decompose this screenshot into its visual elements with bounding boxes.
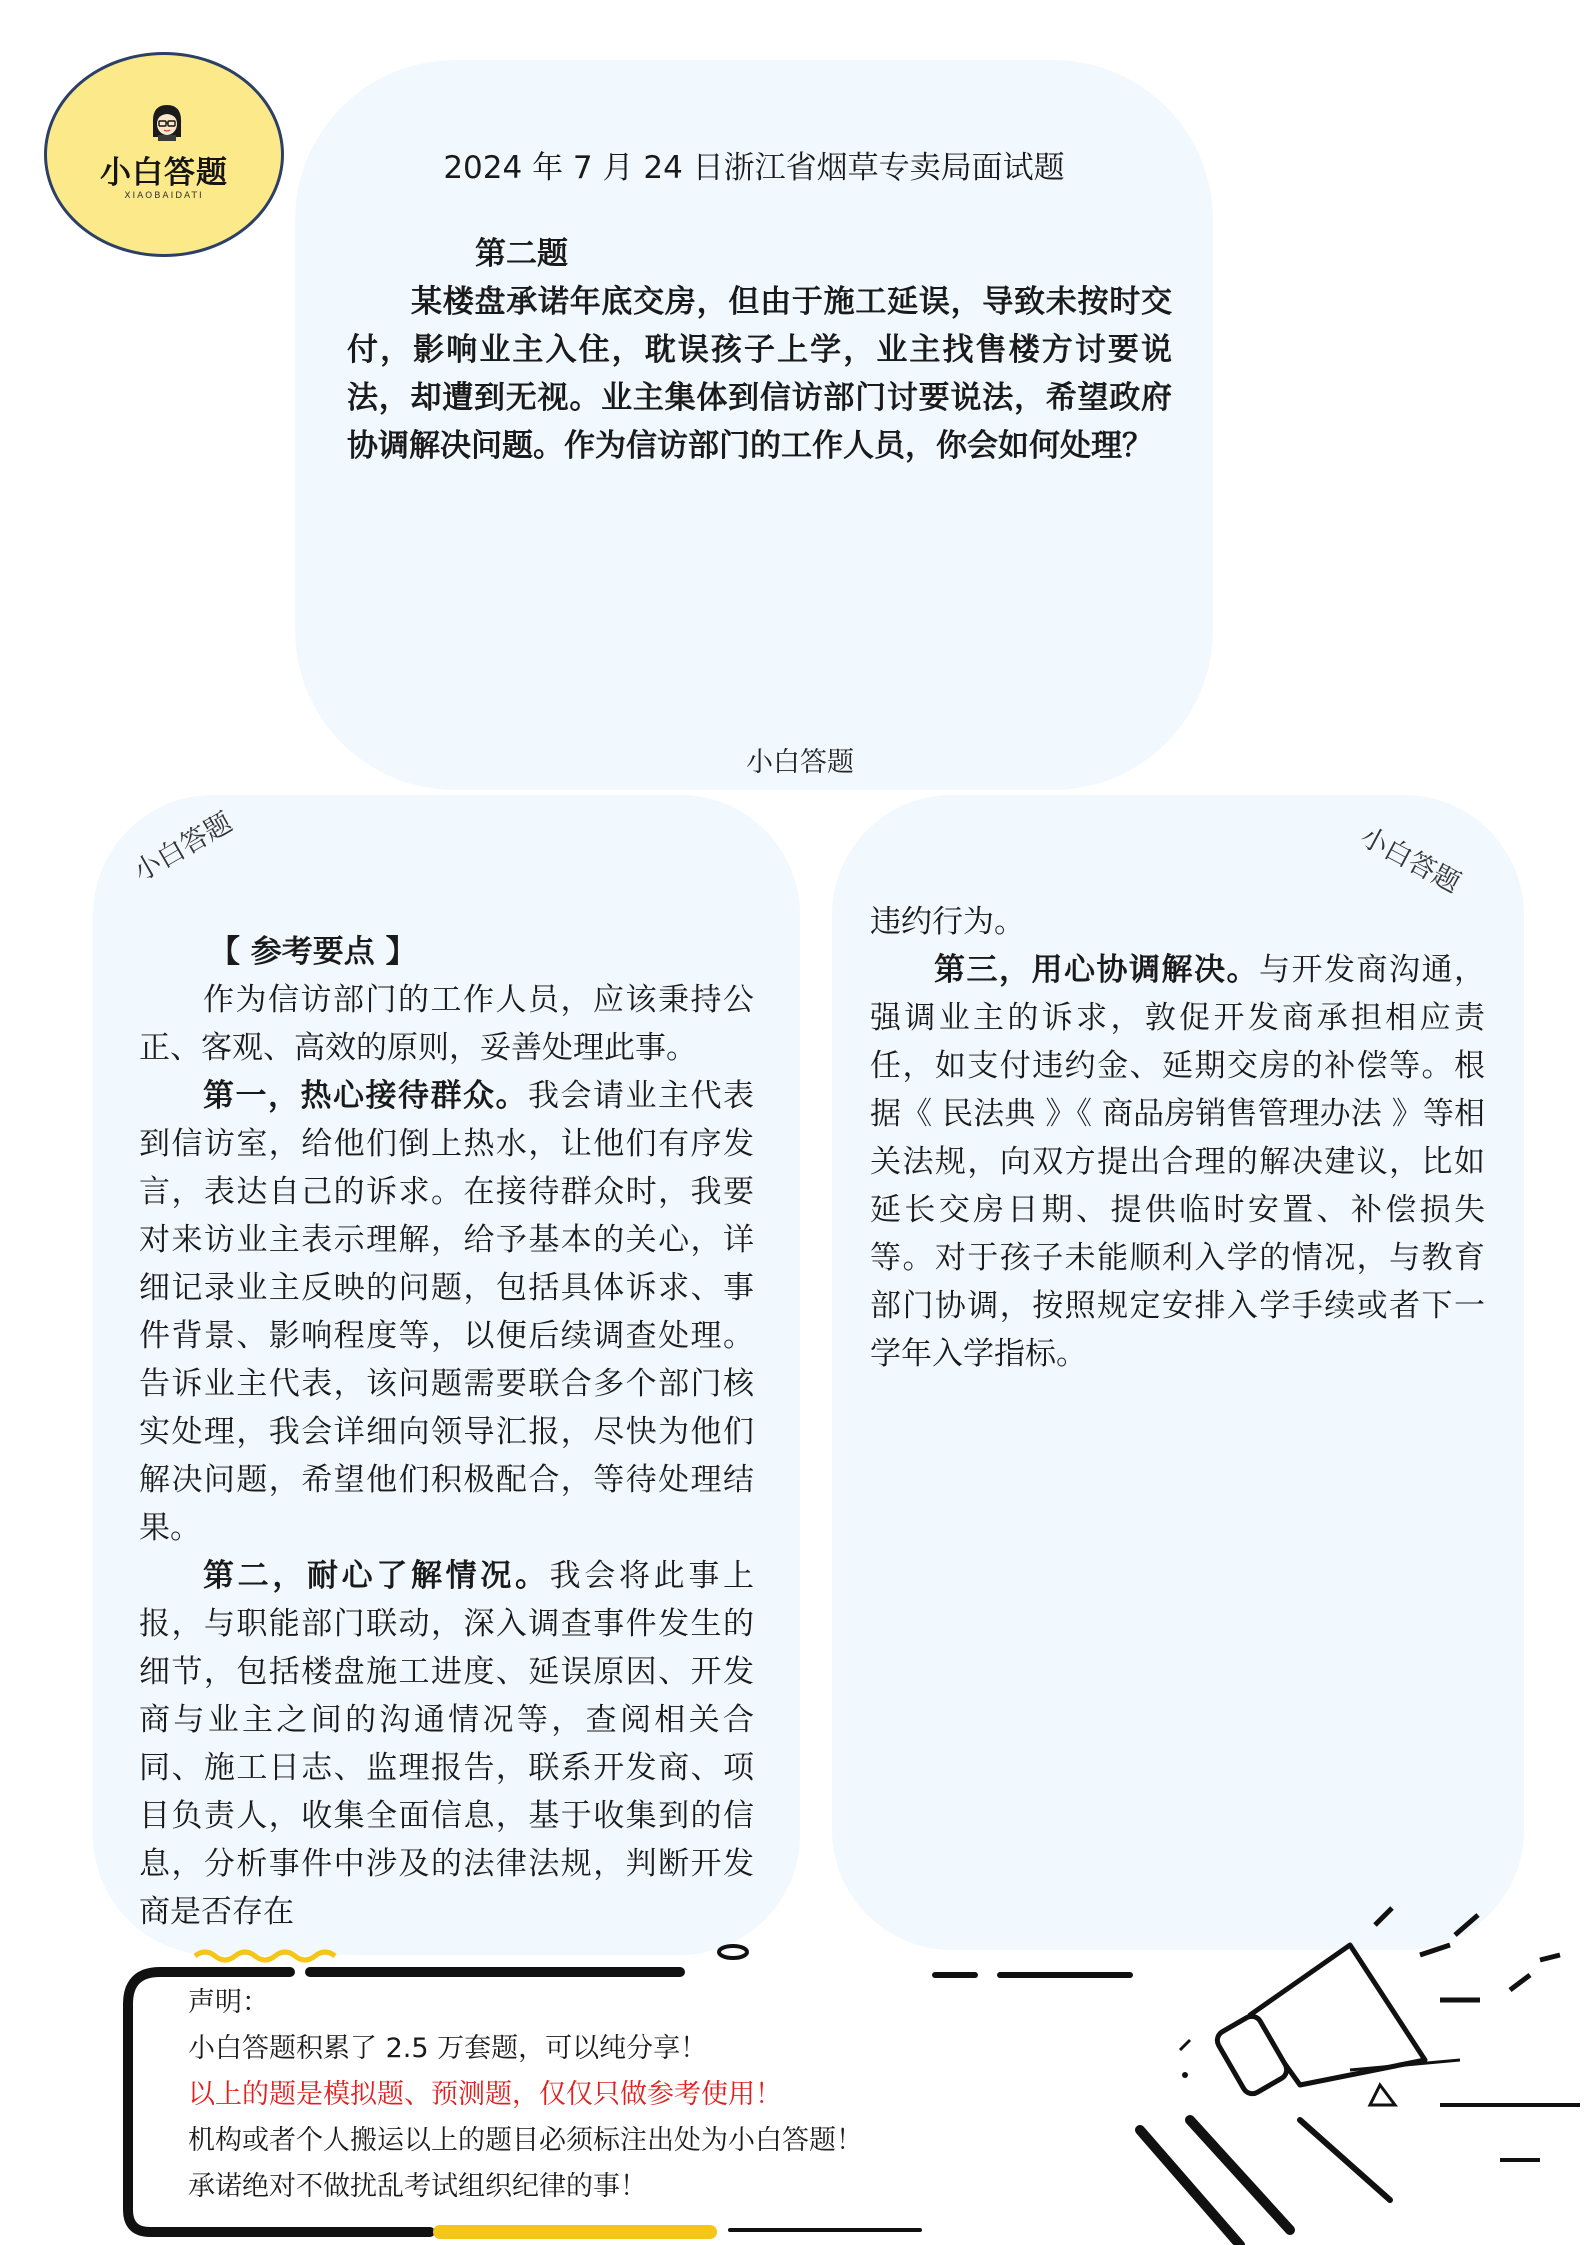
point-one-title: 第一，热心接待群众。: [203, 1078, 528, 1114]
logo-subtitle: XIAOBAIDATI: [124, 191, 204, 201]
point-three-text: 与开发商沟通，强调业主的诉求，敦促开发商承担相应责任，如支付违约金、延期交房的补偿等。根据《 民法典 》《 商品房销售管理办法 》等相关法规，向双方提出合理的解决建议，比如延长交房日期、提供临时安置、补偿损失等。对于孩子未能顺利入学的情况，与教育部门协调，按照规定安排入学手续或者下一学年入学指标。: [870, 952, 1485, 1372]
question-label: 第二题: [475, 236, 568, 272]
disclaimer-line-4: 承诺绝对不做扰乱考试组织纪律的事！: [188, 2171, 647, 2202]
logo-name: 小白答题: [100, 155, 228, 191]
answer-heading: 【 参考要点 】: [209, 934, 417, 970]
watermark-right: 小白答题: [1355, 821, 1466, 900]
watermark-caption: 小白答题: [746, 747, 854, 778]
point-two-title: 第二，耐心了解情况。: [203, 1558, 550, 1594]
point-three-title: 第三，用心协调解决。: [934, 952, 1259, 988]
point-two-continued: 违约行为。: [870, 904, 1025, 940]
disclaimer-warning: 以上的题是模拟题、预测题，仅仅只做参考使用！: [188, 2079, 782, 2110]
disclaimer-title: 声明：: [188, 1987, 269, 2018]
megaphone-icon: [1214, 1908, 1560, 2097]
watermark-left: 小白答题: [128, 807, 238, 888]
disclaimer: [188, 1980, 938, 2210]
question-text: 某楼盘承诺年底交房，但由于施工延误，导致未按时交付，影响业主入住，耽误孩子上学，业主找售楼方讨要说法，却遭到无视。业主集体到信访部门讨要说法，希望政府协调解决问题。作为信访部门的工作人员，你会如何处理？: [347, 284, 1172, 464]
point-one-text: 我会请业主代表到信访室，给他们倒上热水，让他们有序发言，表达自己的诉求。在接待群众时，我要对来访业主表示理解，给予基本的关心，详细记录业主反映的问题，包括具体诉求、事件背景、影响程度等，以便后续调查处理。告诉业主代表，该问题需要联合多个部门核实处理，我会详细向领导汇报，尽快为他们解决问题，希望他们积极配合，等待处理结果。: [139, 1078, 754, 1546]
disclaimer-line-3: 机构或者个人搬运以上的题目必须标注出处为小白答题！: [188, 2125, 863, 2156]
point-two-text: 我会将此事上报，与职能部门联动，深入调查事件发生的细节，包括楼盘施工进度、延误原因、开发商与业主之间的沟通情况等，查阅相关合同、施工日志、监理报告，联系开发商、项目负责人，收集全面信息，基于收集到的信息，分析事件中涉及的法律法规，判断开发商是否存在: [139, 1558, 755, 1930]
wavy-line: [195, 1952, 335, 1960]
page-title: 2024 年 7 月 24 日浙江省烟草专卖局面试题: [443, 150, 1065, 186]
answer-intro: 作为信访部门的工作人员，应该秉持公正、客观、高效的原则，妥善处理此事。: [139, 982, 754, 1066]
disclaimer-line-1: 小白答题积累了 2.5 万套题，可以纯分享！: [188, 2033, 708, 2064]
